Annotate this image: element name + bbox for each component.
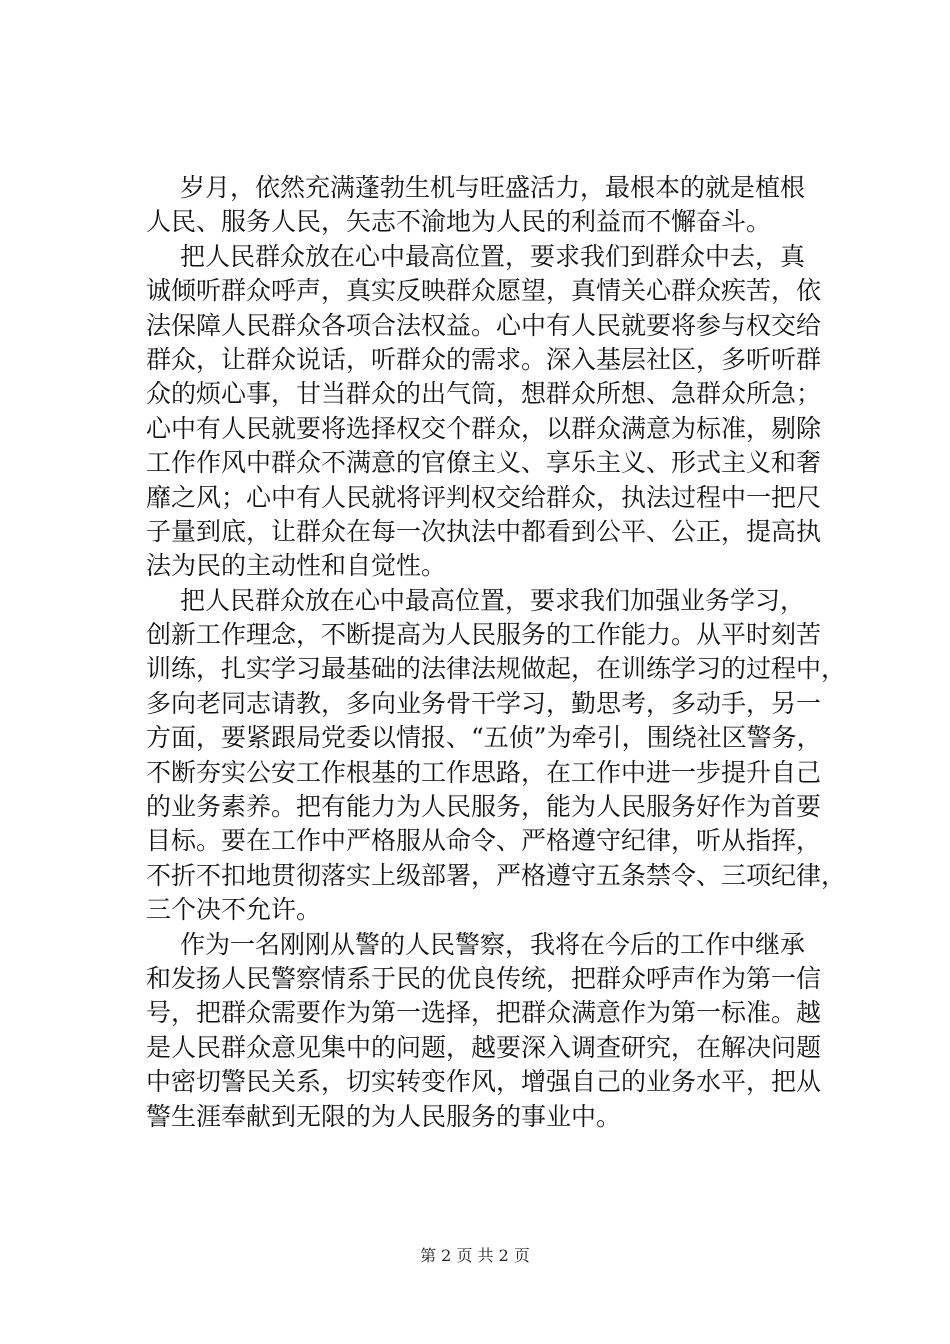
- paragraph-line: 众的烦心事，甘当群众的出气筒，想群众所想、急群众所急；: [146, 379, 822, 409]
- paragraph-line: 三个决不允许。: [146, 895, 322, 925]
- paragraph-line: 号，把群众需要作为第一选择，把群众满意作为第一标准。越: [146, 998, 822, 1028]
- paragraph-line: 把人民群众放在心中最高位置，要求我们加强业务学习，: [180, 585, 806, 615]
- paragraph-line: 工作作风中群众不满意的官僚主义、享乐主义、形式主义和奢: [146, 448, 822, 478]
- paragraph-line: 法保障人民群众各项合法权益。心中有人民就要将参与权交给: [146, 310, 822, 340]
- paragraph-line: 训练，扎实学习最基础的法律法规做起，在训练学习的过程中，: [146, 654, 847, 684]
- paragraph-line: 岁月，依然充满蓬勃生机与旺盛活力，最根本的就是植根: [180, 173, 806, 202]
- paragraph-line: 把人民群众放在心中最高位置，要求我们到群众中去，真: [180, 241, 806, 271]
- paragraph-line: 中密切警民关系，切实转变作风，增强自己的业务水平，把从: [146, 1067, 822, 1097]
- paragraph-line: 靡之风；心中有人民就将评判权交给群众，执法过程中一把尺: [146, 482, 822, 512]
- paragraph-line: 目标。要在工作中严格服从命令、严格遵守纪律，听从指挥，: [146, 826, 822, 856]
- page-footer: 第 2 页 共 2 页: [420, 1246, 530, 1265]
- paragraph-line: 法为民的主动性和自觉性。: [146, 551, 447, 581]
- paragraph-line: 创新工作理念，不断提高为人民服务的工作能力。从平时刻苦: [146, 620, 822, 650]
- paragraph-line: 作为一名刚刚从警的人民警察，我将在今后的工作中继承: [180, 929, 806, 959]
- paragraph-line: 警生涯奉献到无限的为人民服务的事业中。: [146, 1101, 622, 1131]
- paragraph-line: 的业务素养。把有能力为人民服务，能为人民服务好作为首要: [146, 792, 822, 822]
- paragraph-line: 子量到底，让群众在每一次执法中都看到公平、公正，提高执: [146, 516, 822, 546]
- paragraph-line: 人民、服务人民，矢志不渝地为人民的利益而不懈奋斗。: [146, 207, 772, 237]
- paragraph-line: 和发扬人民警察情系于民的优良传统，把群众呼声作为第一信: [146, 963, 822, 993]
- paragraph: [146, 240, 846, 584]
- paragraph: [146, 171, 846, 240]
- paragraph-line: 诚倾听群众呼声，真实反映群众愿望，真情关心群众疾苦，依: [146, 276, 822, 306]
- paragraph-line: 多向老同志请教，多向业务骨干学习，勤思考，多动手，另一: [146, 688, 822, 718]
- paragraph-line: 心中有人民就要将选择权交个群众，以群众满意为标准，剔除: [146, 413, 822, 443]
- paragraph-line: 是人民群众意见集中的问题，越要深入调查研究，在解决问题: [146, 1032, 822, 1062]
- document-body: [146, 171, 846, 1134]
- paragraph-line: 方面，要紧跟局党委以情报、“五侦”为牵引，围绕社区警务，: [146, 723, 822, 753]
- paragraph-line: 不断夯实公安工作根基的工作思路，在工作中进一步提升自己: [146, 757, 822, 787]
- paragraph: [146, 584, 846, 928]
- paragraph-line: 群众，让群众说话，听群众的需求。深入基层社区，多听听群: [146, 344, 822, 374]
- paragraph: [146, 928, 846, 1134]
- paragraph-line: 不折不扣地贯彻落实上级部署，严格遵守五条禁令、三项纪律，: [146, 860, 847, 890]
